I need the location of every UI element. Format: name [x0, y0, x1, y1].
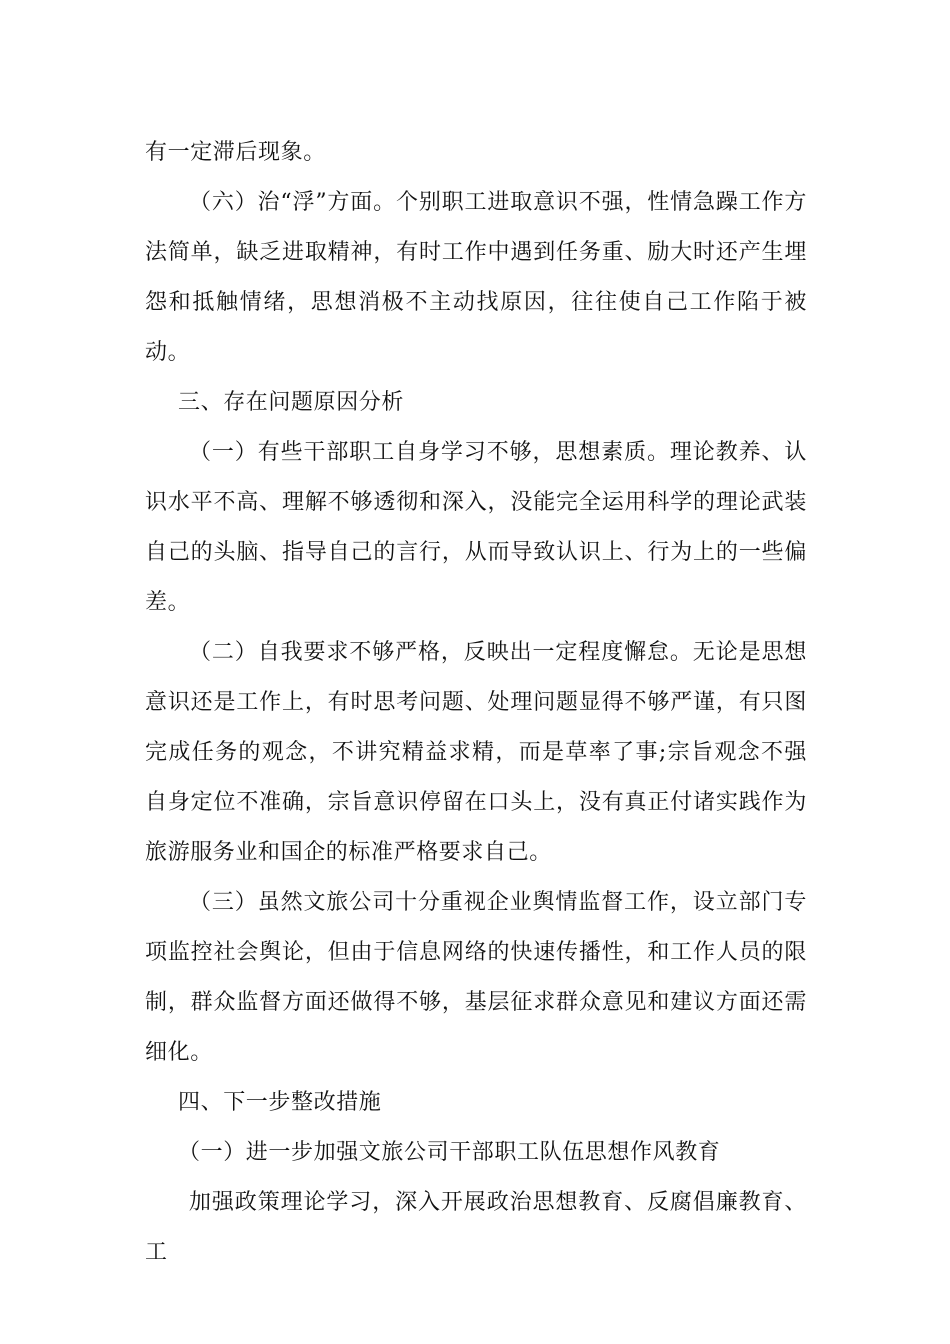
document-body — [145, 128, 807, 1278]
paragraph-cause-one: （一）有些干部职工自身学习不够，思想素质。理论教养、认识水平不高、理解不够透彻和深入，没能完全运用科学的理论武装自己的头脑、指导自己的言行，从而导致认识上、行为上的一些偏差。 — [145, 440, 807, 615]
paragraph-six-float: （六）治“浮”方面。个别职工进取意识不强，性情急躁工作方法简单，缺乏进取精神，有时工作中遇到任务重、励大时还产生埋怨和抵触情绪，思想消极不主动找原因，往往使自己工作陷于被动。 — [145, 190, 807, 365]
paragraph-cause-three: （三）虽然文旅公司十分重视企业舆情监督工作，设立部门专项监控社会舆论，但由于信息网络的快速传播性，和工作人员的限制，群众监督方面还做得不够，基层征求群众意见和建议方面还需细化。 — [145, 890, 807, 1065]
subheading-measure-one: （一）进一步加强文旅公司干部职工队伍思想作风教育 — [178, 1140, 721, 1165]
section-heading-four: 四、下一步整改措施 — [178, 1090, 382, 1115]
paragraph-cause-two: （二）自我要求不够严格，反映出一定程度懈怠。无论是思想意识还是工作上，有时思考问题、处理问题显得不够严谨，有只图完成任务的观念，不讲究精益求精，而是草率了事;宗旨观念不强自身定位不准确，宗旨意识停留在口头上，没有真正付诸实践作为旅游服务业和国企的标准严格要求自己。 — [145, 640, 807, 865]
paragraph-continuation: 有一定滞后现象。 — [145, 140, 326, 165]
paragraph-measure-one: 加强政策理论学习，深入开展政治思想教育、反腐倡廉教育、工 — [145, 1190, 807, 1265]
section-heading-three: 三、存在问题原因分析 — [178, 390, 405, 415]
